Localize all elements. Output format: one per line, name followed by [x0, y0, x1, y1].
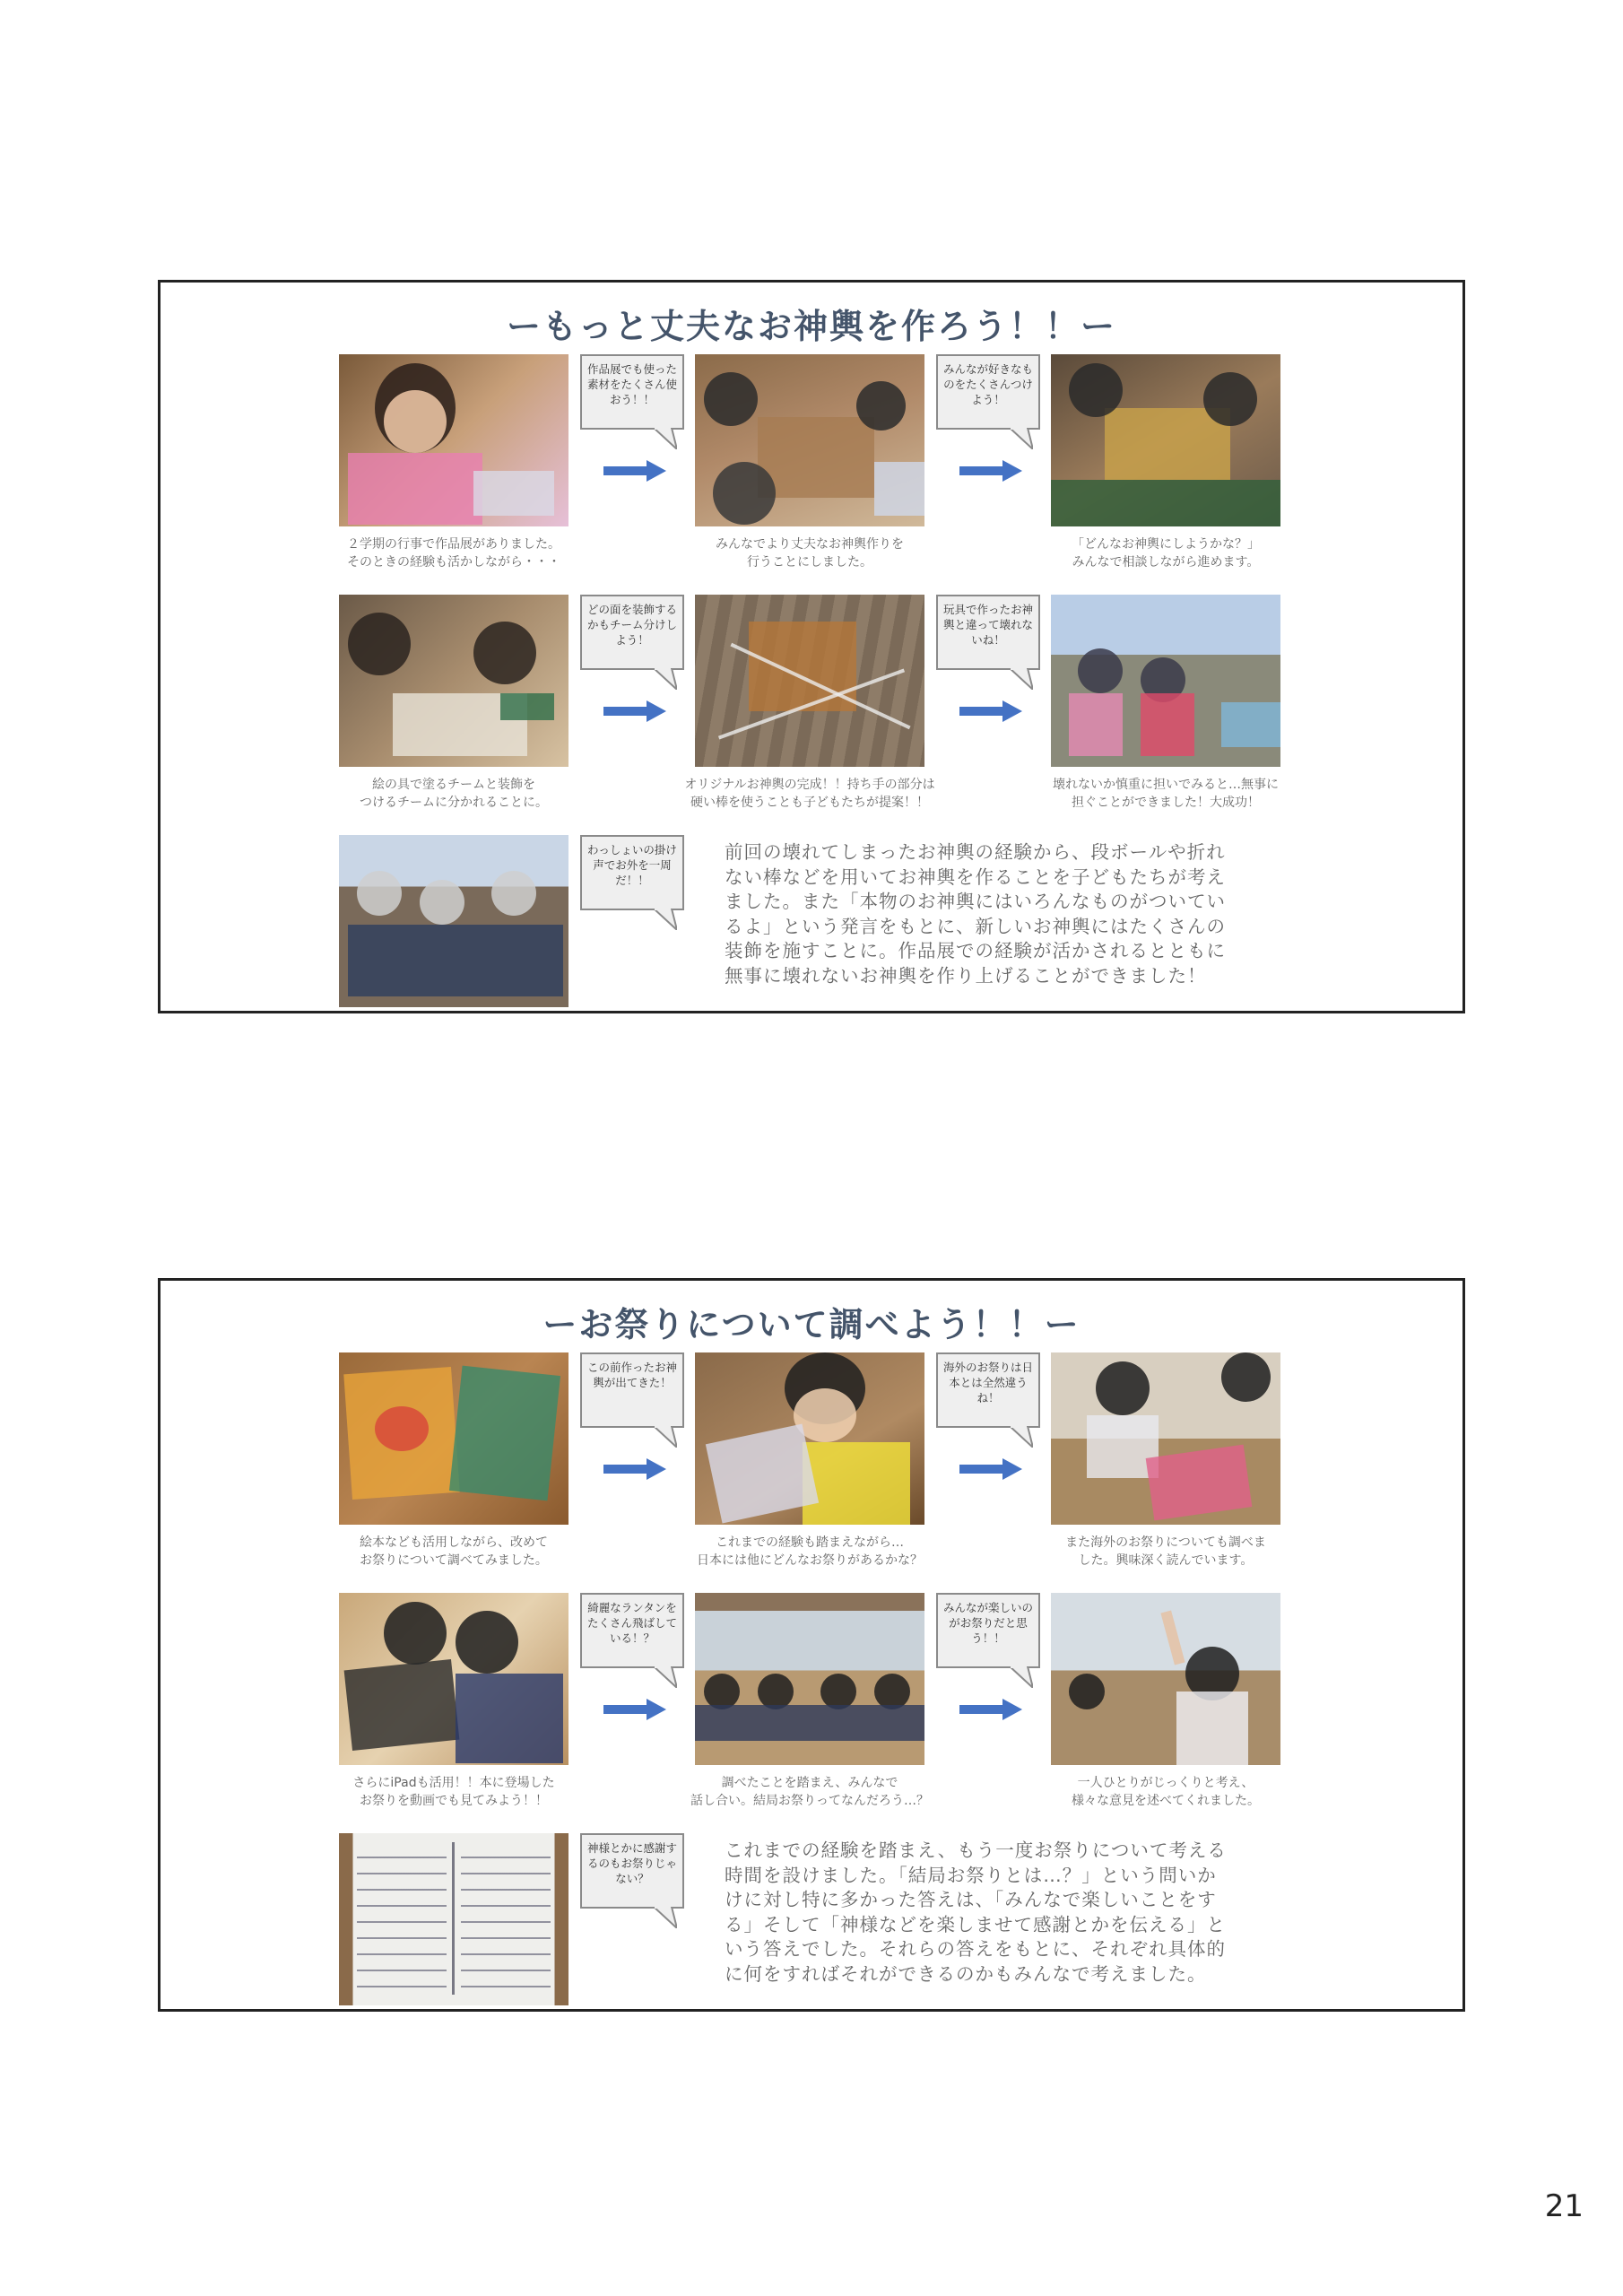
photo-ipad-video [339, 1593, 568, 1765]
bubble-tail [654, 1426, 677, 1448]
bubble-text: わっしょいの掛け声でお外を一周だ！！ [587, 843, 677, 887]
photo-caption [657, 1534, 962, 1570]
caption-line: 絵の具で塗るチームと装飾を [372, 778, 535, 792]
caption-line: みんなでより丈夫なお神輿作りを [716, 537, 904, 552]
arrow-right-icon [959, 460, 1022, 482]
arrow-right-icon [603, 1699, 666, 1720]
photo-caption [1013, 776, 1318, 812]
photo-parade [339, 835, 568, 1007]
speech-bubble [580, 1352, 684, 1428]
bubble-text: 作品展でも使った素材をたくさん使おう！！ [587, 362, 678, 406]
speech-bubble [580, 835, 684, 910]
speech-bubble [936, 1593, 1040, 1668]
photo-caption [301, 776, 606, 812]
summary-line: これまでの経験を踏まえ、もう一度お祭りについて考える [725, 1839, 1227, 1861]
photo-group-crafting [695, 354, 924, 526]
bubble-text: この前作ったお神輿が出てきた！ [587, 1361, 678, 1389]
caption-line: 絵本なども活用しながら、改めて [360, 1535, 548, 1550]
photo-caption [1013, 535, 1318, 571]
caption-line: 話し合い。結局お祭りってなんだろう…？ [690, 1794, 929, 1808]
bubble-text: 玩具で作ったお神輿と違って壊れないね！ [943, 603, 1034, 647]
arrow-right-icon [959, 700, 1022, 722]
bubble-tail [654, 1666, 677, 1688]
bubble-tail [654, 428, 677, 449]
bubble-text: 海外のお祭りは日本とは全然違うね！ [943, 1361, 1034, 1405]
photo-whiteboard-notes [339, 1833, 568, 2005]
bubble-tail [1010, 668, 1033, 690]
caption-line: 一人ひとりがじっくりと考え、 [1077, 1776, 1254, 1790]
summary-line: ない棒などを用いてお神輿を作ることを子どもたちが考え [725, 865, 1226, 888]
summary-line: る」そして「神様などを楽しませて感謝とかを伝える」と [725, 1913, 1226, 1935]
photo-boy-reading [695, 1352, 924, 1525]
slide-title: ーもっと丈夫なお神輿を作ろう！！ー [506, 307, 1116, 346]
bubble-tail [1010, 428, 1033, 449]
caption-line: また海外のお祭りについても調べま [1065, 1535, 1266, 1550]
caption-line: 担ぐことができました！大成功！ [1072, 796, 1260, 810]
slide-mikoshi [158, 280, 1465, 1013]
arrow-right-icon [959, 1699, 1022, 1720]
summary-line: けに対し特に多かった答えは、「みんなで楽しいことをす [725, 1889, 1217, 1910]
speech-bubble [580, 1593, 684, 1668]
photo-caption [1013, 1774, 1318, 1810]
photo-raising-hands [1051, 1593, 1280, 1765]
caption-line: 「どんなお神輿にしようかな？」 [1072, 537, 1260, 552]
photo-carrying-mikoshi [1051, 595, 1280, 767]
summary-line: いう答えでした。それらの答えをもとに、それぞれ具体的 [725, 1938, 1226, 1960]
photo-caption [1013, 1534, 1318, 1570]
speech-bubble [936, 1352, 1040, 1428]
bubble-text: 神様とかに感謝するのもお祭りじゃない？ [587, 1841, 678, 1885]
summary-line: 無事に壊れないお神輿を作り上げることができました！ [725, 964, 1207, 987]
photo-caption [301, 535, 606, 571]
summary-line: に何をすればそれができるのかもみんなで考えました。 [725, 1962, 1207, 1985]
arrow-right-icon [603, 1458, 666, 1480]
bubble-tail [654, 1907, 677, 1928]
photo-painting-team [339, 595, 568, 767]
summary-line: 時間を設けました。「結局お祭りとは…？」という問いか [725, 1864, 1217, 1886]
photo-caption [301, 1534, 606, 1570]
summary-text [725, 1839, 1298, 1987]
speech-bubble [580, 1833, 684, 1909]
slide-title: ーお祭りについて調べよう！！ー [542, 1305, 1081, 1344]
caption-line: お祭りについて調べてみました。 [360, 1553, 548, 1568]
caption-line: 硬い棒を使うことも子どもたちが提案！！ [690, 796, 929, 810]
caption-line: 行うことにしました。 [747, 555, 872, 570]
caption-line: さらにiPadも活用！！本に登場した [352, 1776, 555, 1790]
page-number: 21 [1544, 2188, 1584, 2224]
photo-picture-books [339, 1352, 568, 1525]
photo-caption [657, 776, 962, 812]
photo-group-discussing [1051, 354, 1280, 526]
arrow-right-icon [603, 700, 666, 722]
photo-caption [657, 1774, 962, 1810]
photo-reading-abroad [1051, 1352, 1280, 1525]
bubble-text: みんなが楽しいのがお祭りだと思う！！ [943, 1601, 1034, 1645]
speech-bubble [936, 595, 1040, 670]
caption-line: オリジナルお神輿の完成！！持ち手の部分は [684, 778, 935, 792]
caption-line: これまでの経験も踏まえながら… [716, 1535, 904, 1550]
caption-line: した。興味深く読んでいます。 [1078, 1553, 1254, 1568]
caption-line: お祭りを動画でも見てみよう！！ [360, 1794, 548, 1808]
bubble-text: 綺麗なランタンをたくさん飛ばしている！？ [587, 1601, 678, 1645]
bubble-tail [1010, 1666, 1033, 1688]
slide-festival-research [158, 1278, 1465, 2012]
summary-line: ました。また「本物のお神輿にはいろんなものがついてい [725, 891, 1226, 912]
caption-line: みんなで相談しながら進めます。 [1072, 555, 1260, 570]
speech-bubble [580, 354, 684, 430]
summary-text [725, 840, 1298, 988]
caption-line: 様々な意見を述べてくれました。 [1072, 1794, 1260, 1808]
summary-line: 装飾を施すことに。作品展での経験が活かされるとともに [725, 940, 1226, 961]
bubble-text: どの面を装飾するかもチーム分けしよう！ [587, 603, 678, 647]
photo-caption [301, 1774, 606, 1810]
bubble-tail [654, 668, 677, 690]
bubble-tail [654, 909, 677, 930]
bubble-text: みんなが好きなものをたくさんつけよう！ [943, 362, 1034, 406]
caption-line: 日本には他にどんなお祭りがあるかな？ [697, 1553, 923, 1568]
caption-line: 調べたことを踏まえ、みんなで [721, 1776, 898, 1790]
speech-bubble [580, 595, 684, 670]
summary-line: 前回の壊れてしまったお神輿の経験から、段ボールや折れ [725, 841, 1226, 863]
photo-group-talk [695, 1593, 924, 1765]
arrow-right-icon [603, 460, 666, 482]
caption-line: 壊れないか慎重に担いでみると…無事に [1053, 778, 1279, 792]
caption-line: そのときの経験も活かしながら・・・ [347, 555, 560, 570]
arrow-right-icon [959, 1458, 1022, 1480]
bubble-tail [1010, 1426, 1033, 1448]
photo-finished-mikoshi [695, 595, 924, 767]
photo-caption [657, 535, 962, 571]
caption-line: ２学期の行事で作品展がありました。 [347, 537, 560, 552]
caption-line: つけるチームに分かれることに。 [360, 796, 548, 810]
photo-girl-crafting [339, 354, 568, 526]
speech-bubble [936, 354, 1040, 430]
summary-line: るよ」という発言をもとに、新しいお神輿にはたくさんの [725, 915, 1226, 937]
